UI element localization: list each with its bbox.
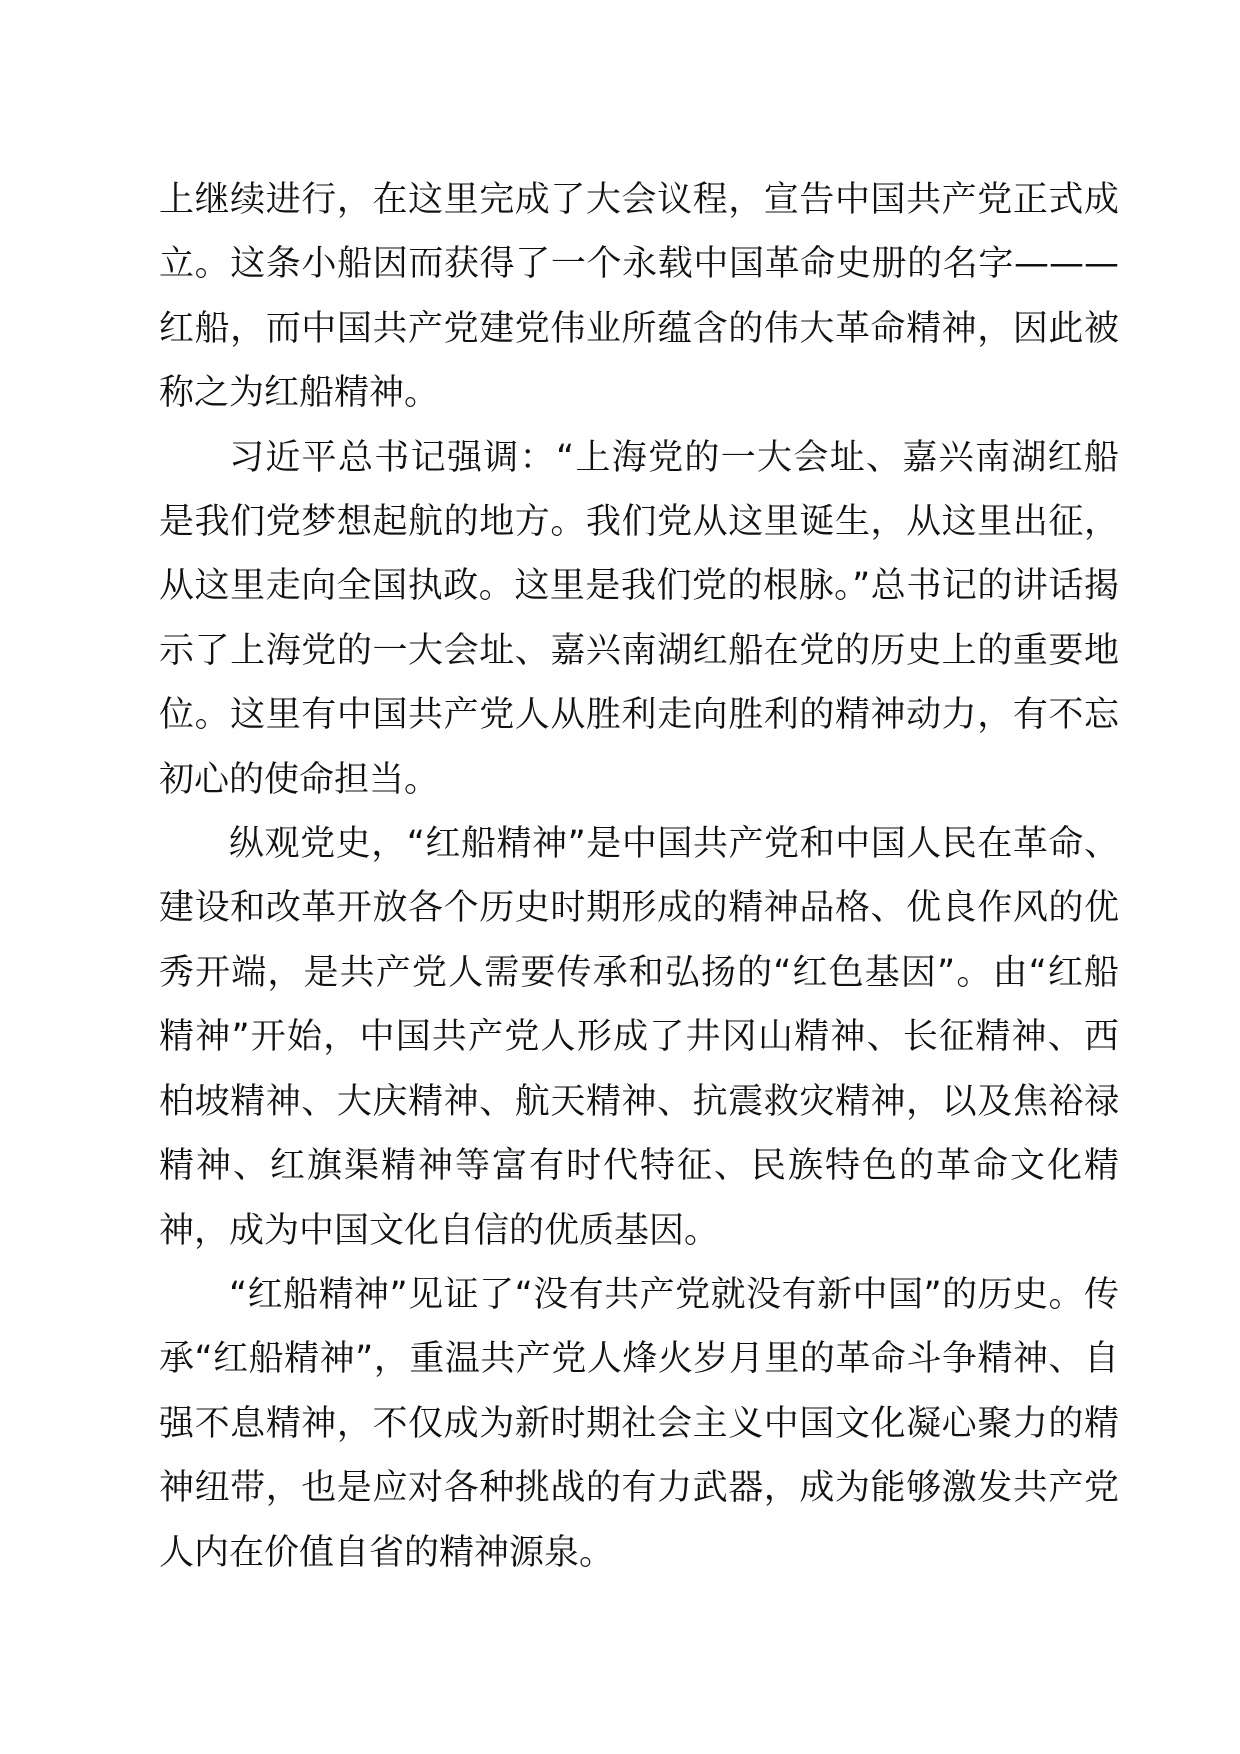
paragraph: 习近平总书记强调：“上海党的一大会址、嘉兴南湖红船是我们党梦想起航的地方。我们党从这里诞生，从这里出征，从这里走向全国执政。这里是我们党的根脉。”总书记的讲话揭示了上海党的一大会址、嘉兴南湖红船在党的历史上的重要地位。这里有中国共产党人从胜利走向胜利的精神动力，有不忘初心的使命担当。 [159,437,1119,800]
paragraph: “红船精神”见证了“没有共产党就没有新中国”的历史。传承“红船精神”，重温共产党人烽火岁月里的革命斗争精神、自强不息精神，不仅成为新时期社会主义中国文化凝心聚力的精神纽带，也是应对各种挑战的有力武器，成为能够激发共产党人内在价值自省的精神源泉。 [159,1274,1119,1573]
paragraph-continuation: 上继续进行，在这里完成了大会议程，宣告中国共产党正式成立。这条小船因而获得了一个永载中国革命史册的名字———红船，而中国共产党建党伟业所蕴含的伟大革命精神，因此被称之为红船精神。 [159,180,1119,414]
paragraph: 纵观党史，“红船精神”是中国共产党和中国人民在革命、建设和改革开放各个历史时期形成的精神品格、优良作风的优秀开端，是共产党人需要传承和弘扬的“红色基因”。由“红船精神”开始，中国共产党人形成了井冈山精神、长征精神、西柏坡精神、大庆精神、航天精神、抗震救灾精神，以及焦裕禄精神、红旗渠精神等富有时代特征、民族特色的革命文化精神，成为中国文化自信的优质基因。 [159,824,1119,1251]
document-body [159,168,1119,1585]
